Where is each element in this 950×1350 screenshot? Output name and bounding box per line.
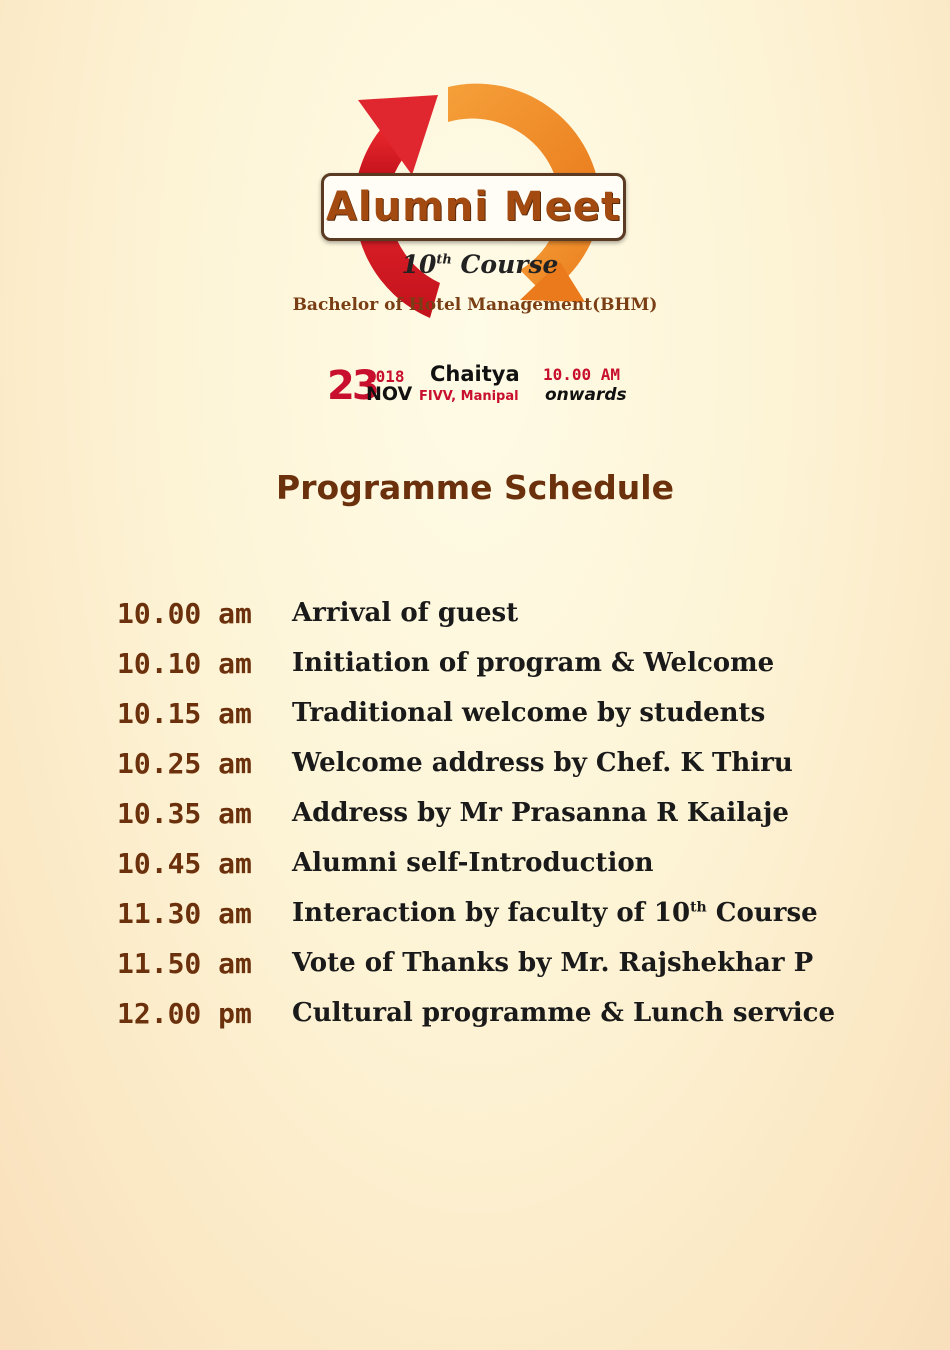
schedule-row: [117, 738, 917, 788]
schedule-row: [117, 988, 917, 1038]
schedule-time: 11.30 am: [117, 896, 252, 930]
event-year: 2018: [366, 367, 405, 386]
circular-arrows-icon: [0, 0, 950, 340]
event-month: NOV: [366, 383, 413, 405]
schedule-time: 10.25 am: [117, 746, 252, 780]
schedule-desc: Vote of Thanks by Mr. Rajshekhar P: [292, 948, 814, 978]
schedule-desc: Interaction by faculty of 10th Course: [292, 898, 818, 928]
schedule-desc: Alumni self-Introduction: [292, 848, 654, 878]
event-place: FIVV, Manipal: [419, 389, 519, 404]
schedule-row: [117, 588, 917, 638]
schedule-desc: Address by Mr Prasanna R Kailaje: [292, 798, 789, 828]
schedule-row: [117, 638, 917, 688]
schedule-row: [117, 838, 917, 888]
schedule-row: [117, 938, 917, 988]
event-venue: Chaitya: [430, 362, 520, 386]
schedule-row: [117, 888, 917, 938]
event-day: 23: [327, 363, 377, 409]
schedule-row: [117, 688, 917, 738]
schedule-time: 12.00 pm: [117, 996, 252, 1030]
schedule-row: [117, 788, 917, 838]
logo-title: Alumni Meet: [325, 184, 622, 230]
page-title: Programme Schedule: [276, 468, 674, 507]
schedule-desc: Traditional welcome by students: [292, 698, 766, 728]
schedule-desc: Arrival of guest: [292, 598, 519, 628]
event-info: [0, 362, 950, 412]
schedule-desc: Cultural programme & Lunch service: [292, 998, 836, 1028]
program-subtitle: Bachelor of Hotel Management(BHM): [292, 295, 658, 315]
schedule-time: 10.35 am: [117, 796, 252, 830]
event-onwards: onwards: [545, 385, 627, 405]
event-time: 10.00 AM: [543, 365, 621, 384]
title-badge: [321, 173, 626, 241]
schedule-time: 10.00 am: [117, 596, 252, 630]
schedule-desc: Initiation of program & Welcome: [292, 648, 775, 678]
schedule-time: 10.10 am: [117, 646, 252, 680]
schedule-time: 10.45 am: [117, 846, 252, 880]
course-label: 10th Course: [401, 250, 559, 279]
alumni-meet-logo: [0, 0, 950, 340]
schedule-list: [117, 588, 917, 1038]
schedule-desc: Welcome address by Chef. K Thiru: [292, 748, 793, 778]
schedule-time: 10.15 am: [117, 696, 252, 730]
schedule-time: 11.50 am: [117, 946, 252, 980]
